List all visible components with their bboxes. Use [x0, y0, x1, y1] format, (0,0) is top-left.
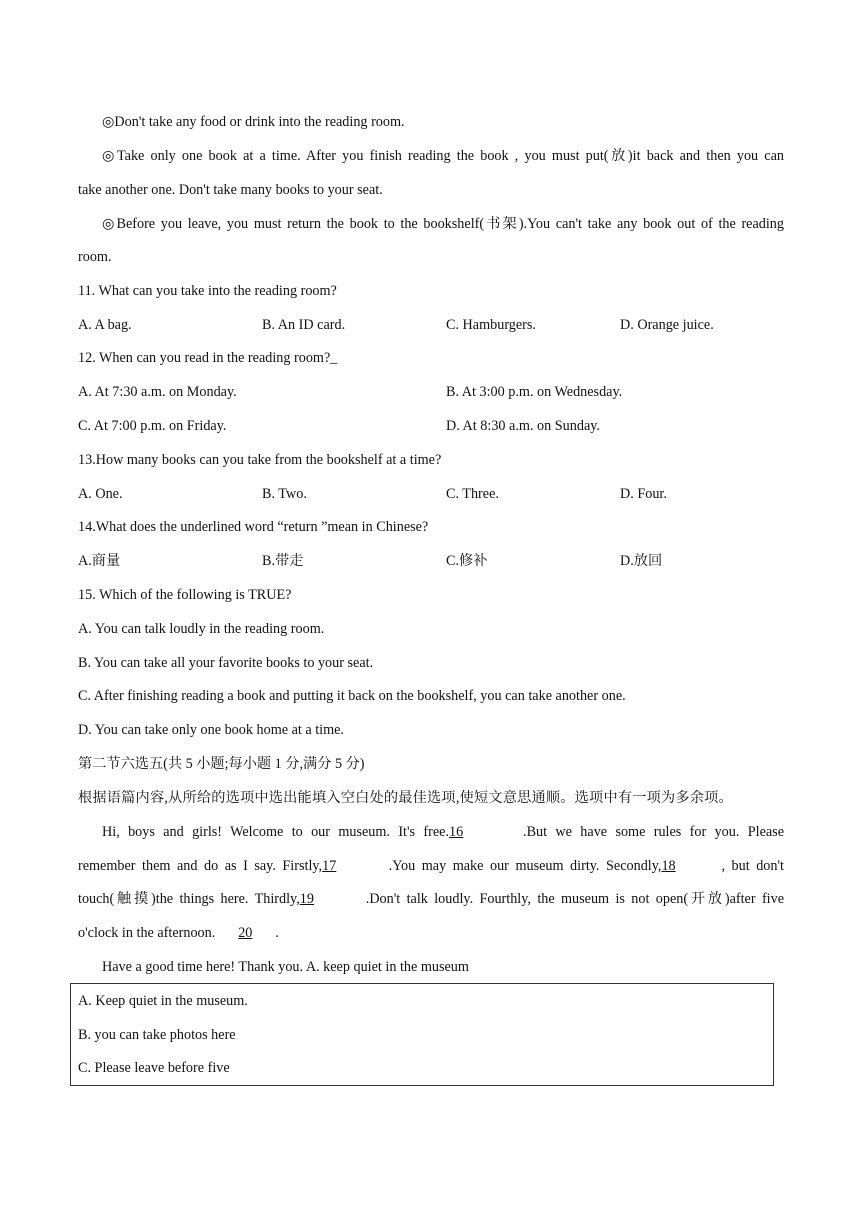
passage-text: touch(触摸)the things here. Thirdly,: [78, 891, 300, 907]
q13-option-c: C. Three.: [446, 486, 499, 502]
rule-3-line-2: room.: [78, 249, 112, 265]
passage-line-5: Have a good time here! Thank you. A. keep quiet in the museum: [102, 959, 469, 975]
q13-option-b: B. Two.: [262, 486, 307, 502]
q12-option-c: C. At 7:00 p.m. on Friday.: [78, 418, 227, 434]
box-option-c: C. Please leave before five: [78, 1060, 230, 1076]
blank-18: 18: [661, 858, 676, 874]
section-heading: 第二节六选五(共 5 小题;每小题 1 分,满分 5 分): [78, 756, 365, 772]
q13-option-d: D. Four.: [620, 486, 667, 502]
passage-text: .: [275, 925, 279, 941]
blank-19: 19: [299, 891, 314, 907]
question-12-stem: 12. When can you read in the reading room?_: [78, 350, 338, 366]
q14-option-a: A.商量: [78, 553, 121, 569]
blank-17: 17: [322, 858, 337, 874]
q15-option-d: D. You can take only one book home at a time.: [78, 722, 344, 738]
q13-option-a: A. One.: [78, 486, 123, 502]
q15-option-c: C. After finishing reading a book and putting it back on the bookshelf, you can take another one.: [78, 688, 626, 704]
q15-option-a: A. You can talk loudly in the reading room.: [78, 621, 325, 637]
section-instruction: 根据语篇内容,从所给的选项中选出能填入空白处的最佳选项,使短文意思通顺。选项中有一项为多余项。: [78, 790, 733, 806]
passage-line-1: [102, 822, 784, 842]
q14-option-d: D.放回: [620, 553, 663, 569]
passage-line-2: [78, 856, 784, 876]
passage-text: .But we have some rules for you. Please: [523, 824, 784, 840]
passage-text: o'clock in the afternoon.: [78, 925, 216, 941]
passage-text: , but don't: [721, 858, 784, 874]
q14-option-b: B.带走: [262, 553, 304, 569]
q11-option-c: C. Hamburgers.: [446, 317, 536, 333]
rule-2-line-1: ◎Take only one book at a time. After you finish reading the book , you must put(放)it back and then you can: [102, 148, 784, 164]
passage-line-3: [78, 889, 784, 909]
q11-option-a: A. A bag.: [78, 317, 132, 333]
passage-text: .Don't talk loudly. Fourthly, the museum is not open(开放)after five: [365, 891, 784, 907]
passage-text: remember them and do as I say. Firstly,: [78, 858, 323, 874]
blank-20: 20: [238, 925, 253, 941]
rule-1: ◎Don't take any food or drink into the reading room.: [102, 114, 405, 130]
rule-2-line-2: take another one. Don't take many books to your seat.: [78, 182, 383, 198]
box-option-a: A. Keep quiet in the museum.: [78, 993, 248, 1009]
passage-line-4: [78, 923, 784, 943]
question-13-stem: 13.How many books can you take from the bookshelf at a time?: [78, 452, 442, 468]
question-14-stem: 14.What does the underlined word “return ”mean in Chinese?: [78, 519, 429, 535]
options-box: [70, 983, 774, 1086]
passage-text: Hi, boys and girls! Welcome to our museum. It's free.: [102, 824, 450, 840]
q12-option-d: D. At 8:30 a.m. on Sunday.: [446, 418, 600, 434]
q11-option-d: D. Orange juice.: [620, 317, 714, 333]
q15-option-b: B. You can take all your favorite books to your seat.: [78, 655, 374, 671]
rule-3-line-1: ◎Before you leave, you must return the book to the bookshelf(书架).You can't take any book out of the reading: [102, 216, 784, 232]
q12-option-b: B. At 3:00 p.m. on Wednesday.: [446, 384, 623, 400]
question-11-stem: 11. What can you take into the reading room?: [78, 283, 337, 299]
q11-option-b: B. An ID card.: [262, 317, 346, 333]
q12-option-a: A. At 7:30 a.m. on Monday.: [78, 384, 237, 400]
question-15-stem: 15. Which of the following is TRUE?: [78, 587, 292, 603]
q14-option-c: C.修补: [446, 553, 488, 569]
box-option-b: B. you can take photos here: [78, 1027, 236, 1043]
blank-16: 16: [449, 824, 464, 840]
passage-text: .You may make our museum dirty. Secondly,: [382, 858, 662, 874]
